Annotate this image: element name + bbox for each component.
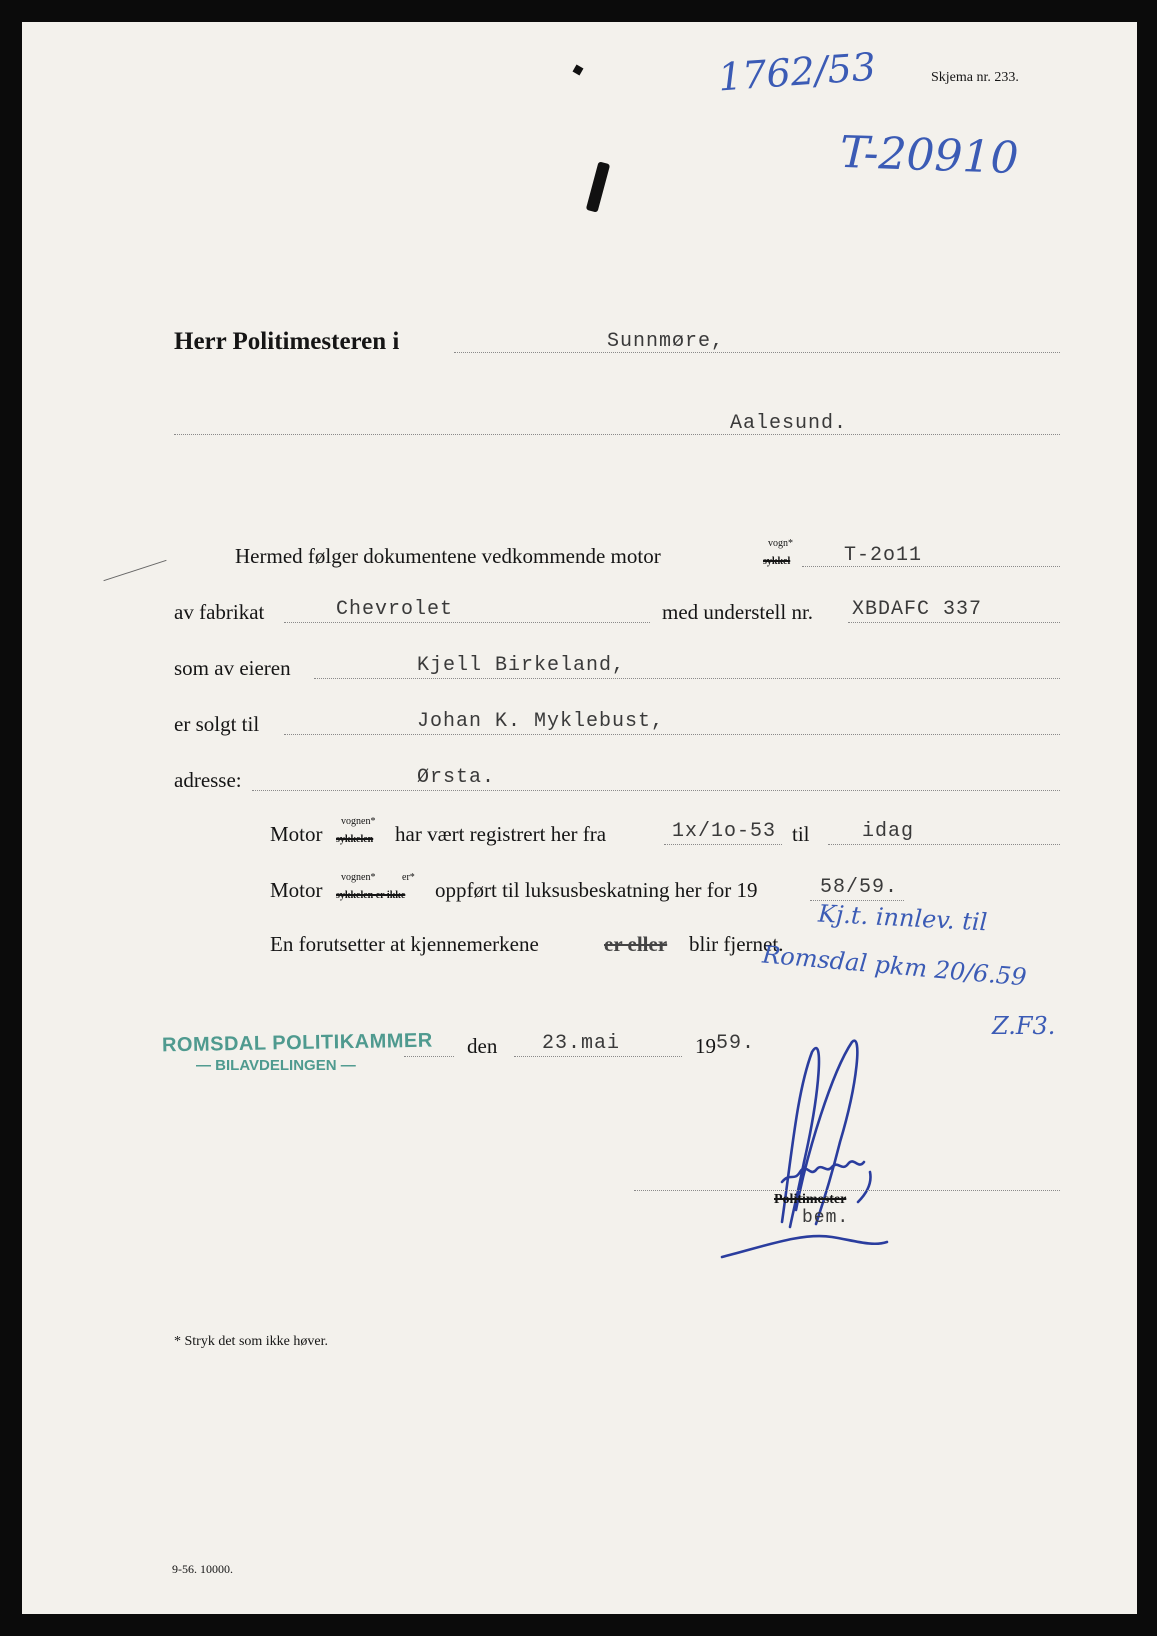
registered-until-label: til [792, 822, 810, 846]
registered-struck: sykkelen [336, 834, 374, 845]
date-line [514, 1056, 682, 1057]
manufacturer-value: Chevrolet [336, 598, 454, 621]
owner-line [314, 678, 1060, 679]
manufacturer-label: av fabrikat [174, 600, 265, 624]
owner-label: som av eieren [174, 656, 291, 680]
registered-until-line [828, 844, 1060, 845]
plates-text: En forutsetter at kjennemerkene [270, 932, 539, 956]
document-page [22, 22, 1137, 1614]
luxury-superscript-2: er* [402, 872, 415, 883]
chassis-label: med understell nr. [662, 600, 814, 624]
luxury-prefix: Motor [270, 878, 323, 902]
addressee-city: Aalesund. [730, 412, 848, 435]
signature-title-struck: Politimester [774, 1192, 847, 1207]
address-label: adresse: [174, 768, 242, 792]
luxury-text: oppført til luksusbeskatning her for 19 [435, 878, 758, 902]
date-year-prefix: 19 [695, 1034, 716, 1058]
documents-label: Hermed følger dokumentene vedkommende motor [235, 544, 661, 568]
registered-prefix: Motor [270, 822, 323, 846]
date-year-suffix: 59. [716, 1032, 756, 1055]
form-number: Skjema nr. 233. [931, 70, 1019, 85]
buyer-value: Johan K. Myklebust, [417, 710, 665, 733]
chassis-line [848, 622, 1060, 623]
registered-text: har vært registrert her fra [395, 822, 607, 846]
registration-line [802, 566, 1060, 567]
footnote: * Stryk det som ikke høver. [174, 1334, 328, 1349]
registration-value: T-2o11 [844, 544, 923, 567]
handwritten-reference: 1762/53 [716, 44, 878, 100]
handwritten-note-line2: Romsdal pkm 20/6.59 [761, 940, 1028, 992]
handwritten-note-line1: Kj.t. innlev. til [817, 899, 988, 937]
signature-line [634, 1190, 1060, 1191]
luxury-superscript-1: vognen* [341, 872, 376, 883]
addressee-label: Herr Politimesteren i [174, 328, 400, 355]
signature-title-added: bem. [802, 1208, 850, 1228]
stamp-line1: ROMSDAL POLITIKAMMER [161, 1029, 433, 1057]
buyer-line [284, 734, 1060, 735]
registered-superscript: vognen* [341, 816, 376, 827]
addressee-district: Sunnmøre, [607, 330, 725, 353]
manufacturer-line [284, 622, 650, 623]
stamp-line2: — BILAVDELINGEN — [196, 1057, 356, 1074]
luxury-struck: sykkelen er ikke [336, 890, 406, 901]
registered-from-line [664, 844, 782, 845]
handwritten-case-number: T-20910 [839, 126, 1020, 185]
buyer-label: er solgt til [174, 712, 260, 736]
registered-until-value: idag [862, 820, 915, 843]
margin-pencil-mark [103, 560, 166, 581]
police-stamp [161, 1029, 433, 1074]
handwritten-note-initials: Z.F3. [992, 1012, 1056, 1040]
vehicle-type-superscript: vogn* [768, 538, 793, 549]
date-value: 23.mai [542, 1032, 621, 1055]
signature [712, 1032, 952, 1282]
plates-struck: er eller [604, 932, 668, 956]
address-value: Ørsta. [417, 766, 496, 789]
ink-mark [586, 161, 611, 212]
date-den-label: den [467, 1034, 498, 1058]
addressee-line [454, 352, 1060, 353]
address-line [252, 790, 1060, 791]
vehicle-type-struck: sykkel [763, 556, 791, 567]
luxury-year-value: 58/59. [820, 876, 899, 899]
chassis-value: XBDAFC 337 [852, 598, 983, 621]
registered-from-value: 1x/1o-53 [672, 820, 777, 843]
city-line [174, 434, 1060, 435]
plates-end: blir fjernet. [689, 932, 784, 956]
stamp-line [404, 1056, 454, 1057]
print-code: 9-56. 10000. [172, 1562, 233, 1576]
owner-value: Kjell Birkeland, [417, 654, 626, 677]
ink-mark [573, 65, 584, 76]
